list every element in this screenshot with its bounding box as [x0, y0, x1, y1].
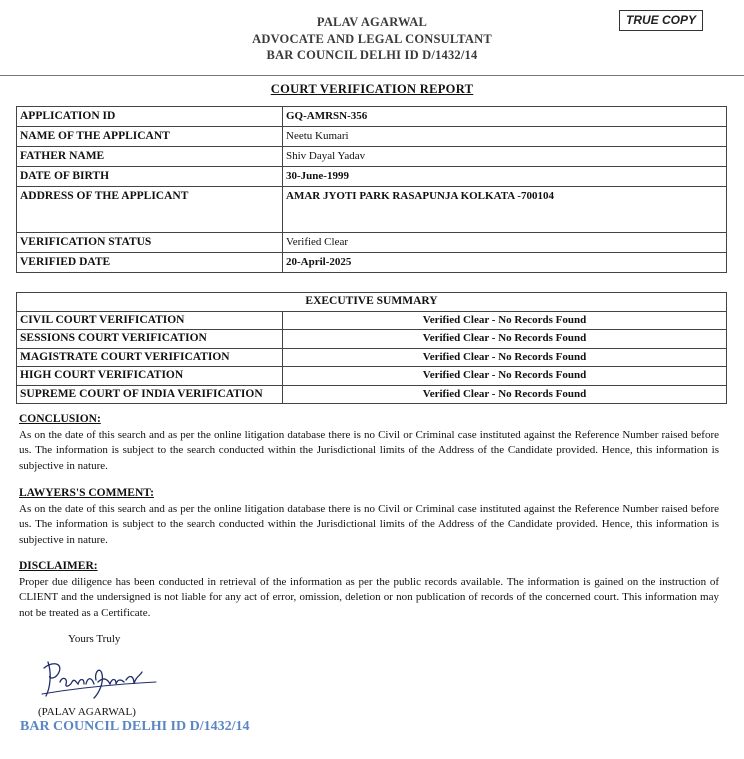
- table-row: [17, 311, 727, 330]
- advocate-title: ADVOCATE AND LEGAL CONSULTANT: [252, 31, 492, 46]
- detail-label: DATE OF BIRTH: [17, 167, 283, 187]
- detail-label: VERIFICATION STATUS: [17, 233, 283, 253]
- summary-value: Verified Clear - No Records Found: [283, 385, 727, 404]
- detail-label: VERIFIED DATE: [17, 253, 283, 273]
- detail-value: Neetu Kumari: [283, 127, 727, 147]
- detail-label: ADDRESS OF THE APPLICANT: [17, 187, 283, 233]
- table-row: [17, 107, 727, 127]
- summary-value: Verified Clear - No Records Found: [283, 330, 727, 349]
- summary-label: SUPREME COURT OF INDIA VERIFICATION: [17, 385, 283, 404]
- detail-value: AMAR JYOTI PARK RASAPUNJA KOLKATA -700104: [283, 187, 727, 233]
- summary-label: CIVIL COURT VERIFICATION: [17, 311, 283, 330]
- header-divider: [0, 75, 744, 76]
- true-copy-stamp: TRUE COPY: [619, 10, 703, 31]
- table-row: [17, 293, 727, 312]
- report-title: COURT VERIFICATION REPORT: [270, 82, 474, 96]
- detail-label: APPLICATION ID: [17, 107, 283, 127]
- detail-label: FATHER NAME: [17, 147, 283, 167]
- lawyers-comment-heading: LAWYERS'S COMMENT:: [19, 487, 154, 499]
- footer-bar-id: BAR COUNCIL DELHI ID D/1432/14: [20, 719, 250, 734]
- detail-value: 20-April-2025: [283, 253, 727, 273]
- detail-label: NAME OF THE APPLICANT: [17, 127, 283, 147]
- lawyers-comment-text: As on the date of this search and as per the online litigation database there is no Civil or Criminal case instituted against the Reference Number raised before us. The information is subject to the search conducted within the Jurisdictional limits of the Address of the Candidate provided. Hence, this information is subjective in nature.: [19, 502, 719, 546]
- conclusion-heading: CONCLUSION:: [19, 413, 101, 425]
- table-row: [17, 330, 727, 349]
- summary-label: HIGH COURT VERIFICATION: [17, 367, 283, 386]
- table-row: [17, 233, 727, 253]
- table-row: [17, 385, 727, 404]
- detail-value: 30-June-1999: [283, 167, 727, 187]
- detail-value: Verified Clear: [283, 233, 727, 253]
- summary-value: Verified Clear - No Records Found: [283, 367, 727, 386]
- letterhead-bar-id: BAR COUNCIL DELHI ID D/1432/14: [266, 48, 478, 62]
- table-row: [17, 127, 727, 147]
- detail-value: Shiv Dayal Yadav: [283, 147, 727, 167]
- lawyers-comment-section: [19, 486, 719, 548]
- table-row: [17, 167, 727, 187]
- table-row: [17, 147, 727, 167]
- signature-image: [38, 654, 158, 700]
- table-row: [17, 348, 727, 367]
- disclaimer-section: [19, 559, 719, 621]
- executive-summary-table: [16, 292, 727, 404]
- table-row: [17, 187, 727, 233]
- disclaimer-text: Proper due diligence has been conducted in retrieval of the information as per the public records available. The information is gained on the instruction of CLIENT and the undersigned is not liable for any act of error, omission, deletion or non publication of records of the concerned court. This information may not be treated as a Certificate.: [19, 575, 719, 619]
- conclusion-section: [19, 412, 719, 474]
- disclaimer-heading: DISCLAIMER:: [19, 560, 98, 572]
- summary-label: MAGISTRATE COURT VERIFICATION: [17, 348, 283, 367]
- conclusion-text: As on the date of this search and as per the online litigation database there is no Civil or Criminal case instituted against the Reference Number raised before us. The information is subject to the search conducted within the Jurisdictional limits of the Address of the Candidate provided. Hence, this information is subjective in nature.: [19, 428, 719, 472]
- summary-value: Verified Clear - No Records Found: [283, 311, 727, 330]
- applicant-details-table: [16, 106, 727, 273]
- summary-label: SESSIONS COURT VERIFICATION: [17, 330, 283, 349]
- detail-value: GQ-AMRSN-356: [283, 107, 727, 127]
- salutation: Yours Truly: [68, 633, 121, 645]
- summary-value: Verified Clear - No Records Found: [283, 348, 727, 367]
- advocate-name: PALAV AGARWAL: [316, 15, 428, 29]
- table-row: [17, 367, 727, 386]
- table-row: [17, 253, 727, 273]
- signatory-name: (PALAV AGARWAL): [38, 706, 136, 718]
- summary-heading: EXECUTIVE SUMMARY: [17, 293, 727, 312]
